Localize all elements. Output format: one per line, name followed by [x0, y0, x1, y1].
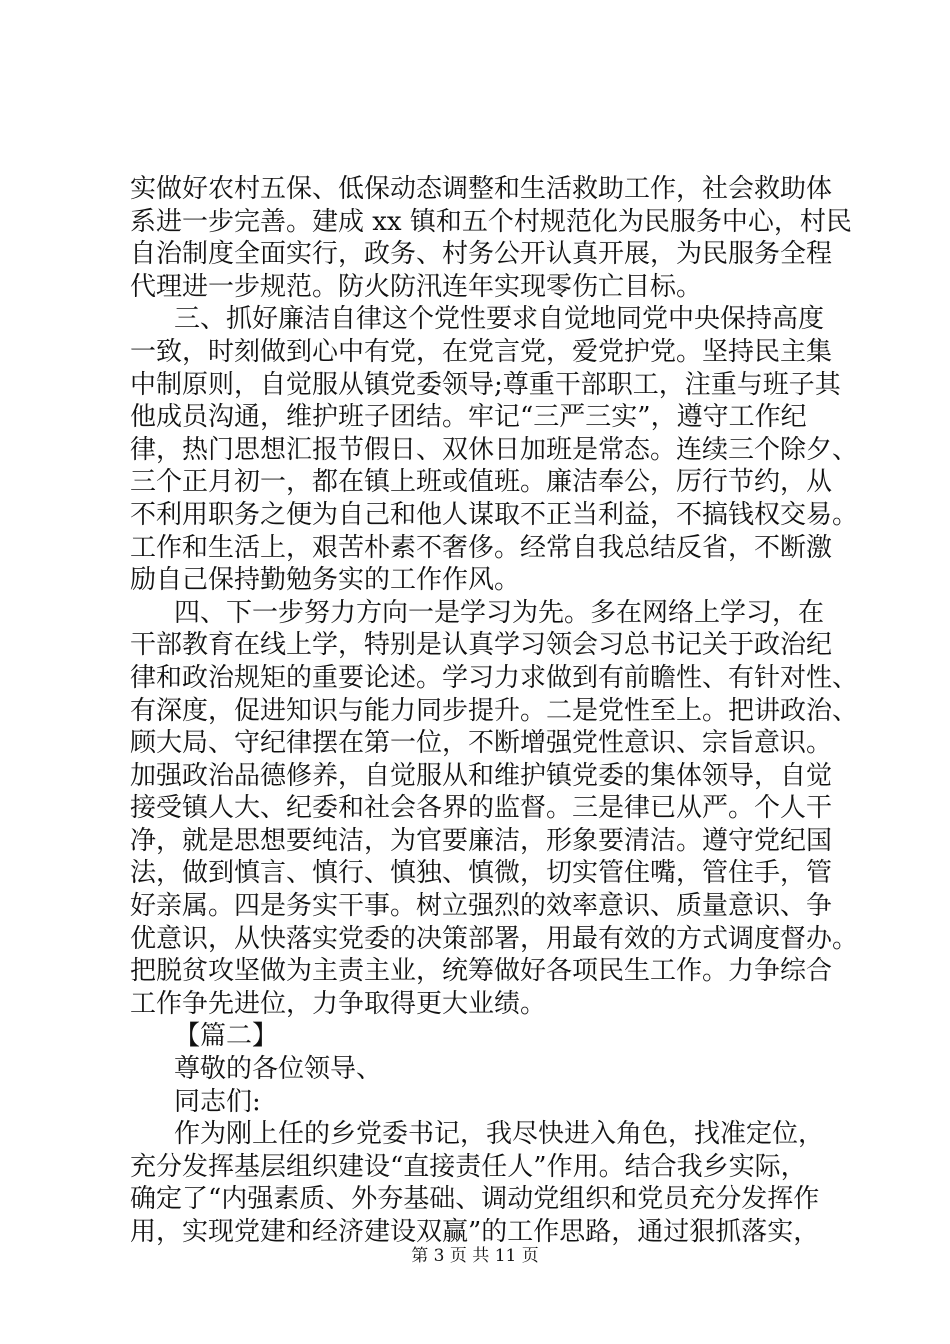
- text-line: 律，热门思想汇报节假日、双休日加班是常态。连续三个除夕、: [130, 434, 859, 465]
- text-line: 把脱贫攻坚做为主责主业，统筹做好各项民生工作。力争综合: [130, 956, 833, 987]
- text-line: 中制原则，自觉服从镇党委领导;尊重干部职工，注重与班子其: [130, 369, 841, 400]
- text-line: 他成员沟通，维护班子团结。牢记“三严三实”，遵守工作纪: [130, 402, 807, 433]
- text-line: 法，做到慎言、慎行、慎独、慎微，切实管住嘴，管住手，管: [130, 858, 833, 889]
- page-number-footer: 第 3 页 共 11 页: [411, 1246, 539, 1266]
- text-line: 励自己保持勤勉务实的工作作风。: [130, 565, 521, 596]
- text-line: 干部教育在线上学，特别是认真学习领会习总书记关于政治纪: [130, 630, 833, 661]
- text-line: 工作争先进位，力争取得更大业绩。: [130, 988, 547, 1019]
- text-line: 系进一步完善。建成 xx 镇和五个村规范化为民服务中心，村民: [130, 206, 852, 237]
- document-body: [130, 173, 859, 1249]
- text-line: 确定了“内强素质、外夯基础、调动党组织和党员充分发挥作: [130, 1184, 820, 1215]
- text-line: 四、下一步努力方向一是学习为先。多在网络上学习，在: [174, 597, 825, 628]
- text-line: 不利用职务之便为自己和他人谋取不正当利益，不搞钱权交易。: [130, 499, 859, 530]
- text-line: 加强政治品德修养，自觉服从和维护镇党委的集体领导，自觉: [130, 760, 833, 791]
- text-line: 同志们:: [174, 1086, 261, 1117]
- text-line: 实做好农村五保、低保动态调整和生活救助工作，社会救助体: [130, 174, 833, 204]
- text-line: 有深度，促进知识与能力同步提升。二是党性至上。把讲政治、: [130, 695, 859, 726]
- text-line: 净，就是思想要纯洁，为官要廉洁，形象要清洁。遵守党纪国: [130, 825, 833, 856]
- text-line: 工作和生活上，艰苦朴素不奢侈。经常自我总结反省，不断激: [130, 532, 833, 563]
- text-line: 作为刚上任的乡党委书记，我尽快进入角色，找准定位，: [174, 1119, 825, 1150]
- text-line: 优意识，从快落实党委的决策部署，用最有效的方式调度督办。: [130, 923, 859, 954]
- text-line: 接受镇人大、纪委和社会各界的监督。三是律已从严。个人干: [130, 793, 833, 824]
- text-line: 三个正月初一，都在镇上班或值班。廉洁奉公，厉行节约，从: [130, 467, 833, 498]
- text-line: 【篇二】: [174, 1021, 279, 1052]
- text-line: 代理进一步规范。防火防汛连年实现零伤亡目标。: [130, 271, 703, 302]
- text-line: 充分发挥基层组织建设“直接责任人”作用。结合我乡实际，: [130, 1151, 807, 1182]
- text-line: 一致，时刻做到心中有党，在党言党，爱党护党。坚持民主集: [130, 336, 833, 367]
- text-line: 律和政治规矩的重要论述。学习力求做到有前瞻性、有针对性、: [130, 662, 859, 693]
- text-line: 顾大局、守纪律摆在第一位，不断增强党性意识、宗旨意识。: [130, 728, 833, 759]
- text-line: 用，实现党建和经济建设双赢”的工作思路，通过狠抓落实，: [130, 1217, 820, 1247]
- text-line: 好亲属。四是务实干事。树立强烈的效率意识、质量意识、争: [130, 891, 833, 922]
- text-line: 三、抓好廉洁自律这个党性要求自觉地同党中央保持高度: [174, 304, 825, 335]
- text-line: 自治制度全面实行，政务、村务公开认真开展，为民服务全程: [130, 239, 833, 270]
- text-line: 尊敬的各位领导、: [174, 1054, 383, 1085]
